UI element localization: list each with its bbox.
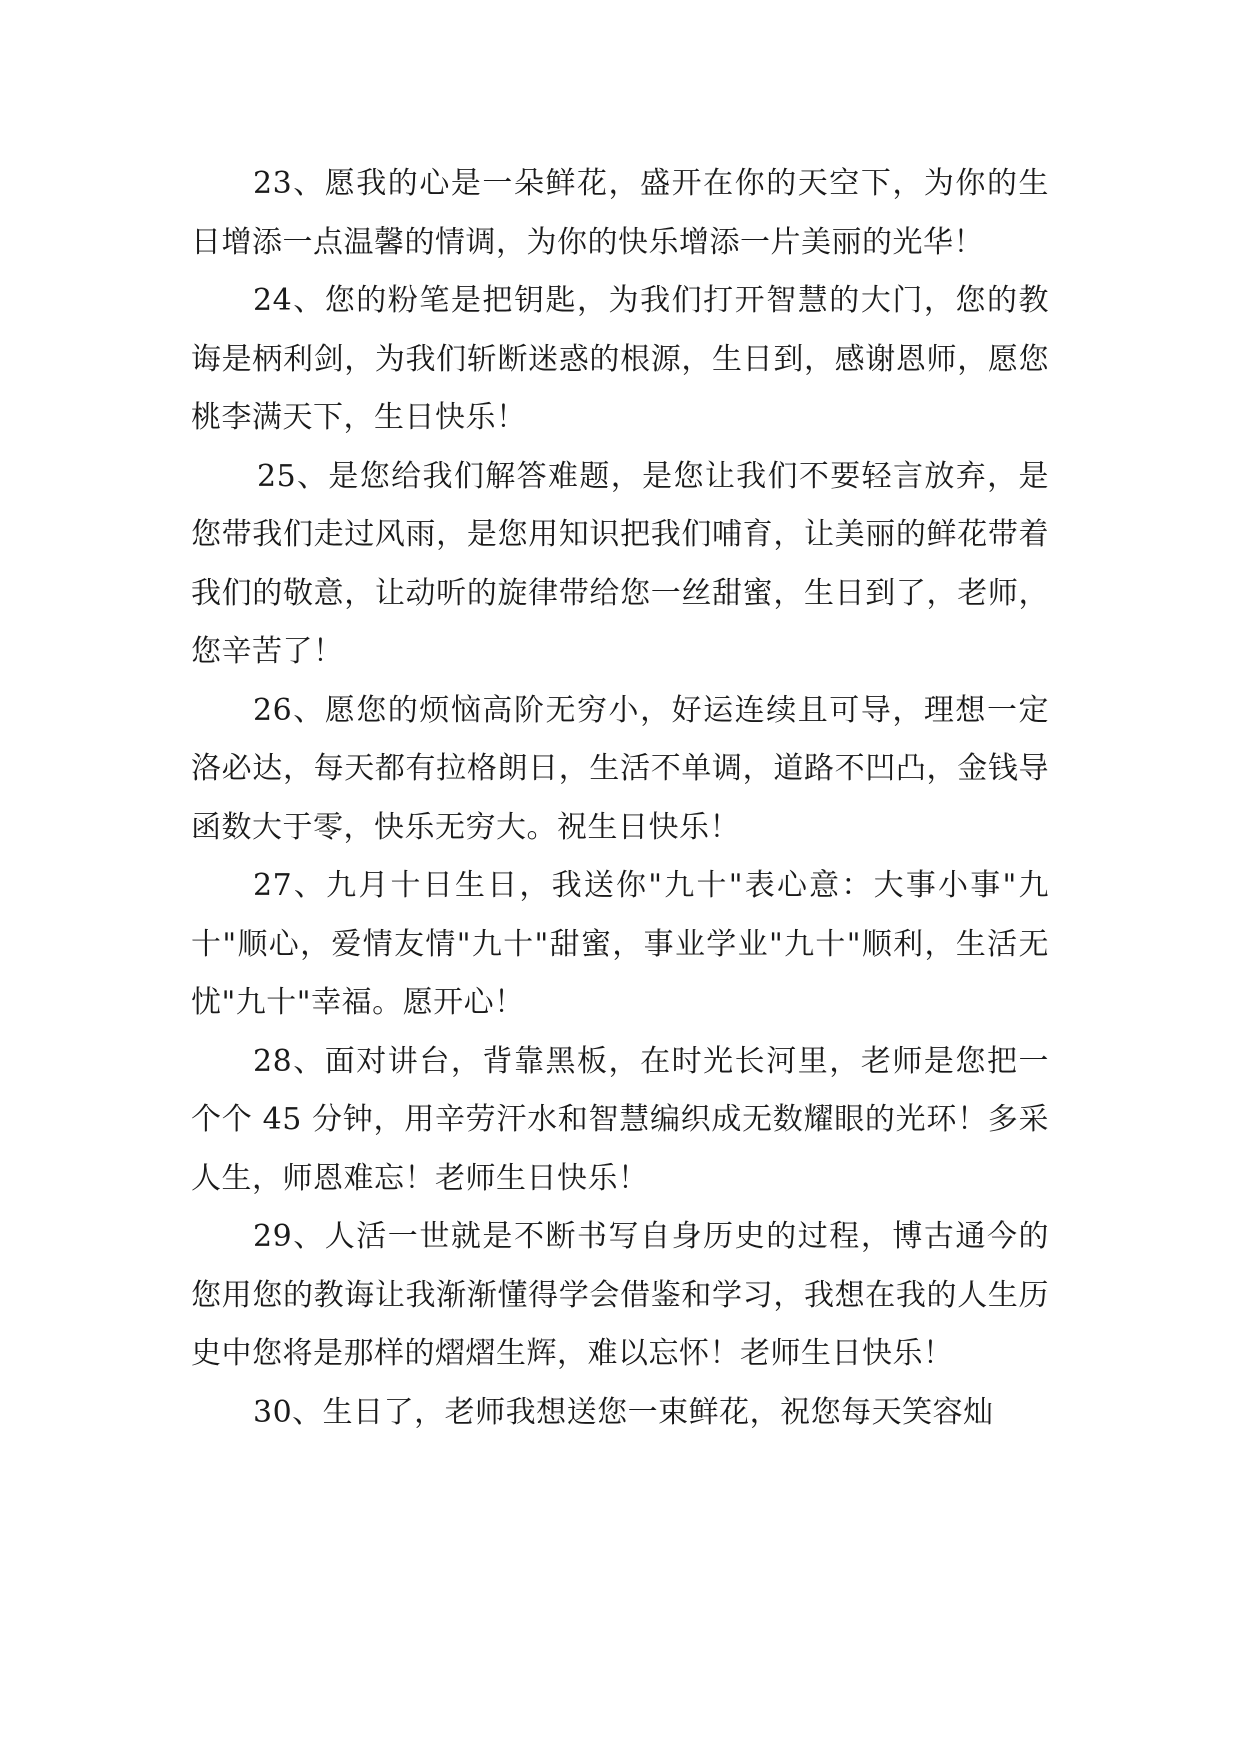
paragraph-28: 28、面对讲台，背靠黑板，在时光长河里，老师是您把一个个 45 分钟，用辛劳汗水和智慧编织成无数耀眼的光环！多采人生，师恩难忘！老师生日快乐！ <box>191 1043 1049 1196</box>
paragraph-27: 27、九月十日生日，我送你"九十"表心意：大事小事"九十"顺心，爱情友情"九十"甜蜜，事业学业"九十"顺利，生活无忧"九十"幸福。愿开心！ <box>191 868 1049 1020</box>
paragraph-24: 24、您的粉笔是把钥匙，为我们打开智慧的大门，您的教诲是柄利剑，为我们斩断迷惑的根源，生日到，感谢恩师，愿您桃李满天下，生日快乐！ <box>191 283 1049 435</box>
paragraph-30: 30、生日了，老师我想送您一束鲜花，祝您每天笑容灿 <box>253 1394 994 1430</box>
document-body <box>191 155 1049 1442</box>
paragraph-26: 26、愿您的烦恼高阶无穷小，好运连续且可导，理想一定洛必达，每天都有拉格朗日，生活不单调，道路不凹凸，金钱导函数大于零，快乐无穷大。祝生日快乐！ <box>191 692 1049 845</box>
paragraph-25: 25、是您给我们解答难题，是您让我们不要轻言放弃，是您带我们走过风雨，是您用知识把我们哺育，让美丽的鲜花带着我们的敬意，让动听的旋律带给您一丝甜蜜，生日到了，老师，您辛苦了！ <box>191 458 1049 669</box>
paragraph-29: 29、人活一世就是不断书写自身历史的过程，博古通今的您用您的教诲让我渐渐懂得学会借鉴和学习，我想在我的人生历史中您将是那样的熠熠生辉，难以忘怀！老师生日快乐！ <box>191 1219 1049 1371</box>
paragraph-23: 23、愿我的心是一朵鲜花，盛开在你的天空下，为你的生日增添一点温馨的情调，为你的快乐增添一片美丽的光华！ <box>191 166 1049 260</box>
